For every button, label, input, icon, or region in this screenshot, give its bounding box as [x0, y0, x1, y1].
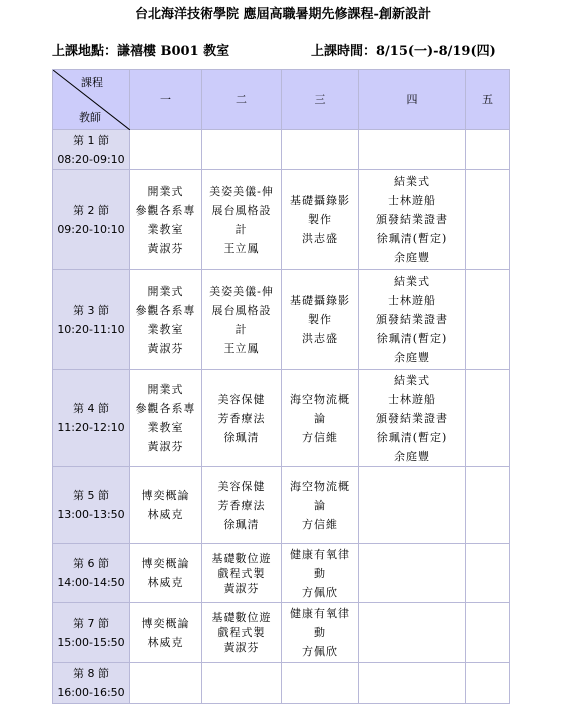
course-cell	[359, 370, 466, 467]
period-time: 10:20-11:10	[57, 322, 125, 336]
day-header: 一	[130, 70, 202, 130]
period-name: 第 2 節	[73, 203, 109, 217]
course-cell	[130, 544, 202, 603]
class-time: 上課時間：8/15(一)-8/19(四)	[311, 44, 496, 59]
course-teacher: 方信維	[302, 430, 338, 444]
course-cell	[202, 544, 282, 603]
course-cell	[359, 170, 466, 270]
course-line: 製作	[308, 313, 332, 326]
course-teacher: 黃淑芬	[147, 241, 184, 255]
corner-teacher-label: 教師	[79, 111, 101, 124]
course-cell	[202, 467, 282, 544]
course-cell	[282, 270, 359, 370]
empty-cell	[282, 663, 359, 704]
course-teacher: 黃淑芬	[223, 581, 260, 595]
empty-cell	[466, 603, 510, 663]
course-teacher: 黃淑芬	[223, 641, 260, 654]
course-line: 基礎數位遊	[211, 551, 272, 565]
course-line: 結業式	[394, 373, 430, 387]
empty-cell	[466, 130, 510, 170]
course-line: 頒發結業證書	[376, 213, 448, 226]
period-cell	[53, 544, 130, 603]
table-row	[53, 663, 510, 704]
course-cell	[282, 603, 359, 663]
period-name: 第 5 節	[73, 489, 109, 502]
empty-cell	[359, 544, 466, 603]
table-row	[53, 130, 510, 170]
course-cell	[282, 370, 359, 467]
course-cell	[130, 270, 202, 370]
empty-cell	[130, 130, 202, 170]
period-name: 第 3 節	[73, 303, 109, 317]
course-cell	[130, 370, 202, 467]
course-line: 製作	[308, 213, 332, 226]
course-teacher: 洪志盛	[302, 232, 338, 245]
course-line: 論	[314, 411, 326, 425]
course-teacher: 黃淑芬	[147, 341, 184, 355]
empty-cell	[282, 130, 359, 170]
corner-cell	[53, 70, 130, 130]
page-title: 台北海洋技術學院 應屆高職暑期先修課程-創新設計	[135, 7, 431, 22]
course-line: 博奕概論	[141, 489, 190, 502]
period-cell	[53, 603, 130, 663]
course-line: 頒發結業證書	[376, 411, 448, 425]
period-time: 13:00-13:50	[57, 508, 125, 521]
day-header: 三	[282, 70, 359, 130]
course-line: 展台風格設	[211, 303, 272, 317]
course-line: 結業式	[394, 175, 430, 188]
course-teacher: 方信維	[302, 517, 338, 531]
course-line: 士林遊船	[388, 392, 436, 406]
period-cell	[53, 467, 130, 544]
table-row	[53, 467, 510, 544]
day-header: 五	[466, 70, 510, 130]
period-cell	[53, 663, 130, 704]
course-line: 芳香療法	[217, 411, 266, 425]
table-row	[53, 170, 510, 270]
corner-course-label: 課程	[81, 76, 103, 89]
course-cell	[130, 170, 202, 270]
course-line: 美容保健	[217, 392, 266, 406]
course-teacher: 王立鳳	[223, 241, 260, 255]
course-line: 美姿美儀-伸	[209, 284, 274, 298]
course-line: 博奕概論	[141, 616, 190, 630]
empty-cell	[466, 544, 510, 603]
course-teacher: 王立鳳	[223, 341, 260, 355]
course-line: 美容保健	[217, 479, 266, 493]
course-line: 參觀各系專	[135, 203, 196, 217]
period-time: 08:20-09:10	[57, 152, 125, 166]
course-cell	[282, 467, 359, 544]
period-name: 第 4 節	[73, 402, 109, 415]
course-teacher: 洪志盛	[302, 332, 338, 345]
course-cell	[130, 603, 202, 663]
empty-cell	[466, 467, 510, 544]
course-line: 動	[314, 566, 326, 580]
period-name: 第 8 節	[73, 667, 109, 680]
day-header: 二	[202, 70, 282, 130]
empty-cell	[359, 663, 466, 704]
course-teacher: 方佩欣	[302, 585, 338, 599]
course-line: 參觀各系專	[135, 402, 196, 415]
course-teacher: 余庭豐	[394, 351, 430, 364]
course-teacher: 徐珮清(暫定)	[376, 232, 448, 245]
course-line: 論	[314, 498, 326, 512]
period-time: 15:00-15:50	[57, 635, 125, 649]
empty-cell	[359, 603, 466, 663]
period-name: 第 7 節	[73, 616, 109, 630]
course-line: 戲程式製	[217, 566, 266, 580]
course-line: 戲程式製	[217, 626, 266, 639]
course-line: 開業式	[147, 383, 184, 396]
period-name: 第 1 節	[73, 133, 109, 147]
empty-cell	[202, 663, 282, 704]
course-teacher: 林威克	[147, 508, 184, 521]
course-line: 動	[314, 626, 326, 639]
course-line: 業教室	[147, 322, 184, 336]
period-cell	[53, 270, 130, 370]
course-cell	[202, 170, 282, 270]
course-cell	[130, 467, 202, 544]
course-teacher: 黃淑芬	[147, 440, 184, 453]
course-teacher: 方佩欣	[302, 645, 338, 658]
class-location: 上課地點：謙禧樓 B001 教室	[52, 44, 230, 59]
empty-cell	[466, 663, 510, 704]
course-teacher: 余庭豐	[394, 449, 430, 463]
course-cell	[282, 544, 359, 603]
course-line: 展台風格設	[211, 203, 272, 217]
period-time: 16:00-16:50	[57, 686, 125, 699]
course-line: 芳香療法	[217, 498, 266, 512]
period-time: 14:00-14:50	[57, 576, 125, 589]
table-row	[53, 544, 510, 603]
schedule-table	[52, 69, 510, 704]
period-cell	[53, 170, 130, 270]
table-row	[53, 270, 510, 370]
course-line: 業教室	[147, 222, 184, 236]
course-cell	[202, 370, 282, 467]
empty-cell	[466, 370, 510, 467]
course-line: 計	[235, 222, 248, 236]
day-header: 四	[359, 70, 466, 130]
period-time: 11:20-12:10	[57, 421, 125, 434]
period-cell	[53, 370, 130, 467]
period-name: 第 6 節	[73, 557, 109, 570]
empty-cell	[466, 270, 510, 370]
course-line: 海空物流概	[290, 392, 350, 406]
course-line: 結業式	[394, 275, 430, 288]
course-line: 頒發結業證書	[376, 313, 448, 326]
course-cell	[282, 170, 359, 270]
empty-cell	[466, 170, 510, 270]
course-cell	[202, 270, 282, 370]
course-line: 士林遊船	[388, 194, 436, 207]
empty-cell	[359, 467, 466, 544]
course-line: 基礎數位遊	[211, 611, 272, 624]
empty-cell	[202, 130, 282, 170]
table-row	[53, 603, 510, 663]
course-line: 基礎攝錄影	[290, 294, 350, 307]
course-line: 開業式	[147, 184, 184, 198]
course-cell	[359, 270, 466, 370]
course-line: 健康有氧律	[290, 607, 350, 620]
course-line: 海空物流概	[290, 479, 350, 493]
table-row	[53, 370, 510, 467]
empty-cell	[130, 663, 202, 704]
course-teacher: 徐珮清(暫定)	[376, 332, 448, 345]
course-teacher: 徐珮清	[223, 517, 260, 531]
period-cell	[53, 130, 130, 170]
course-line: 參觀各系專	[135, 303, 196, 317]
course-line: 博奕概論	[141, 557, 190, 570]
course-line: 士林遊船	[388, 294, 436, 307]
course-teacher: 徐珮清(暫定)	[376, 430, 448, 444]
period-time: 09:20-10:10	[57, 222, 125, 236]
course-teacher: 余庭豐	[394, 251, 430, 264]
course-teacher: 徐珮清	[223, 430, 260, 444]
course-teacher: 林威克	[147, 635, 184, 649]
course-line: 開業式	[147, 284, 184, 298]
course-line: 業教室	[147, 421, 184, 434]
header-row	[53, 70, 510, 130]
course-line: 健康有氧律	[290, 547, 350, 561]
course-line: 計	[235, 322, 248, 336]
empty-cell	[359, 130, 466, 170]
course-line: 基礎攝錄影	[290, 194, 350, 207]
course-cell	[202, 603, 282, 663]
course-teacher: 林威克	[147, 576, 184, 589]
course-line: 美姿美儀-伸	[209, 184, 274, 198]
